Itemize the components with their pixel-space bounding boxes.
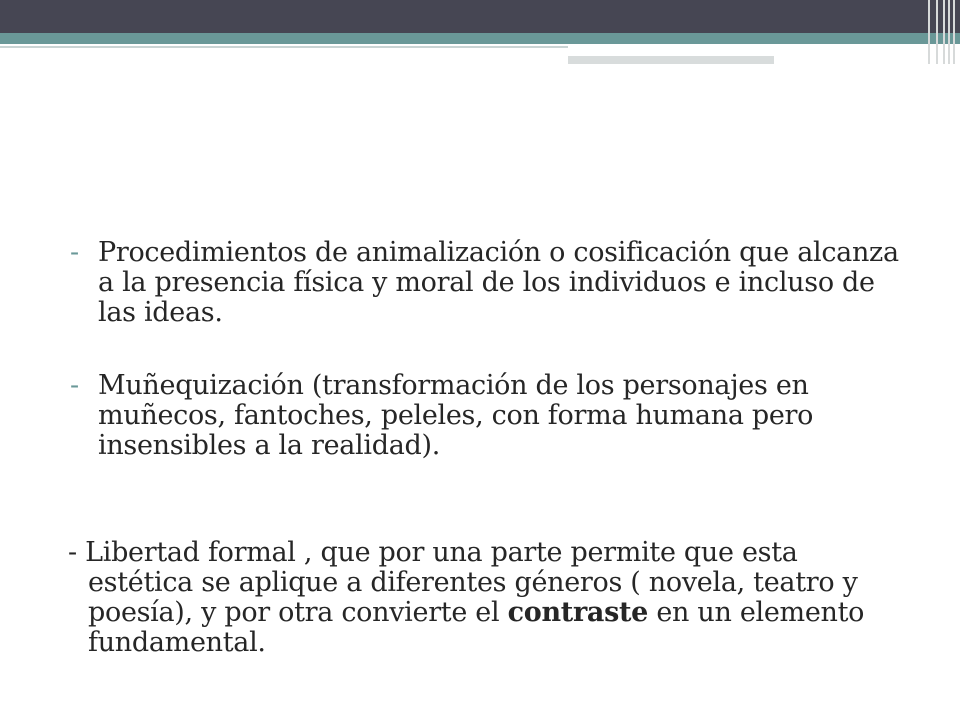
paragraph-first-line: - Libertad formal , que por una parte permite que esta: [68, 537, 798, 568]
bullet-text: Muñequización (transformación de los personajes en muñecos, fantoches, peleles, con forma humana pero insensibles a la realidad).: [98, 370, 814, 461]
bullet-text: Procedimientos de animalización o cosificación que alcanza a la presencia física y moral de los individuos e incluso de las ideas.: [98, 237, 899, 328]
bullet-item: [70, 238, 900, 328]
bullet-dash: -: [70, 237, 79, 268]
bold-term: contraste: [507, 597, 649, 628]
bullet-dash: -: [70, 370, 79, 401]
paragraph-text-end: en un elemento fundamental.: [88, 597, 865, 658]
paragraph-rest: [68, 568, 908, 658]
paragraph: [68, 538, 908, 658]
bullet-item: [70, 371, 900, 461]
paragraph-text: estética se aplique a diferentes géneros ( novela, teatro y poesía), y por otra convierte el: [88, 567, 858, 628]
